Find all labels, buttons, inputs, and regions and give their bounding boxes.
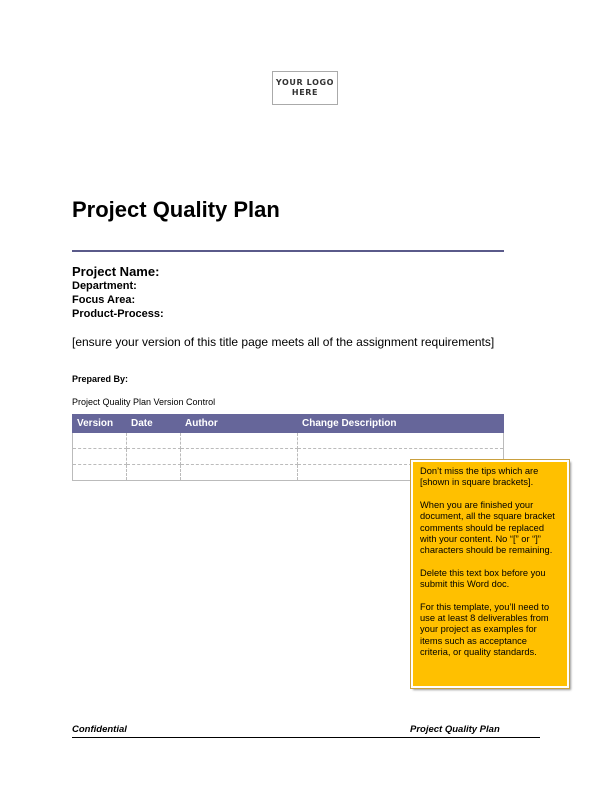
tip-paragraph: When you are finished your document, all the square bracket comments should be replaced with your content. No “[” or “]” characters should be remaining.: [420, 499, 555, 556]
table-cell[interactable]: [127, 465, 181, 481]
table-cell[interactable]: [298, 433, 504, 449]
table-cell[interactable]: [73, 433, 127, 449]
title-divider: [72, 250, 504, 252]
logo-text-line1: YOUR LOGO: [275, 78, 335, 87]
tips-text-box[interactable]: [411, 460, 569, 688]
logo-text-line2: HERE: [291, 88, 319, 97]
table-cell[interactable]: [181, 433, 298, 449]
tip-paragraph: For this template, you’ll need to use at least 8 deliverables from your project as examples for items such as acceptance criteria, or quality standards.: [420, 601, 550, 658]
footer-divider: [72, 737, 540, 738]
table-cell[interactable]: [181, 465, 298, 481]
table-row: [73, 433, 504, 449]
table-cell[interactable]: [127, 433, 181, 449]
table-cell[interactable]: [73, 449, 127, 465]
table-cell[interactable]: [73, 465, 127, 481]
table-cell[interactable]: [181, 449, 298, 465]
logo-placeholder: [272, 71, 338, 105]
prepared-by-label: Prepared By:: [72, 374, 129, 384]
version-control-caption: Project Quality Plan Version Control: [72, 397, 216, 407]
tip-paragraph: Don’t miss the tips which are [shown in square brackets].: [420, 466, 539, 488]
footer-document-name: Project Quality Plan: [410, 724, 500, 735]
document-title: Project Quality Plan: [72, 197, 280, 222]
department-label: Department:: [72, 280, 137, 292]
focus-area-label: Focus Area:: [72, 294, 136, 306]
table-header-row: [73, 415, 504, 433]
column-header-date: Date: [127, 415, 181, 433]
column-header-version: Version: [73, 415, 127, 433]
column-header-author: Author: [181, 415, 298, 433]
instruction-note: [ensure your version of this title page meets all of the assignment requirements]: [72, 335, 495, 349]
table-cell[interactable]: [127, 449, 181, 465]
tip-paragraph: Delete this text box before you submit this Word doc.: [420, 567, 546, 590]
project-name-label: Project Name:: [72, 264, 160, 279]
product-process-label: Product-Process:: [72, 308, 164, 320]
column-header-change-description: Change Description: [298, 415, 504, 433]
footer-confidential: Confidential: [72, 724, 127, 735]
